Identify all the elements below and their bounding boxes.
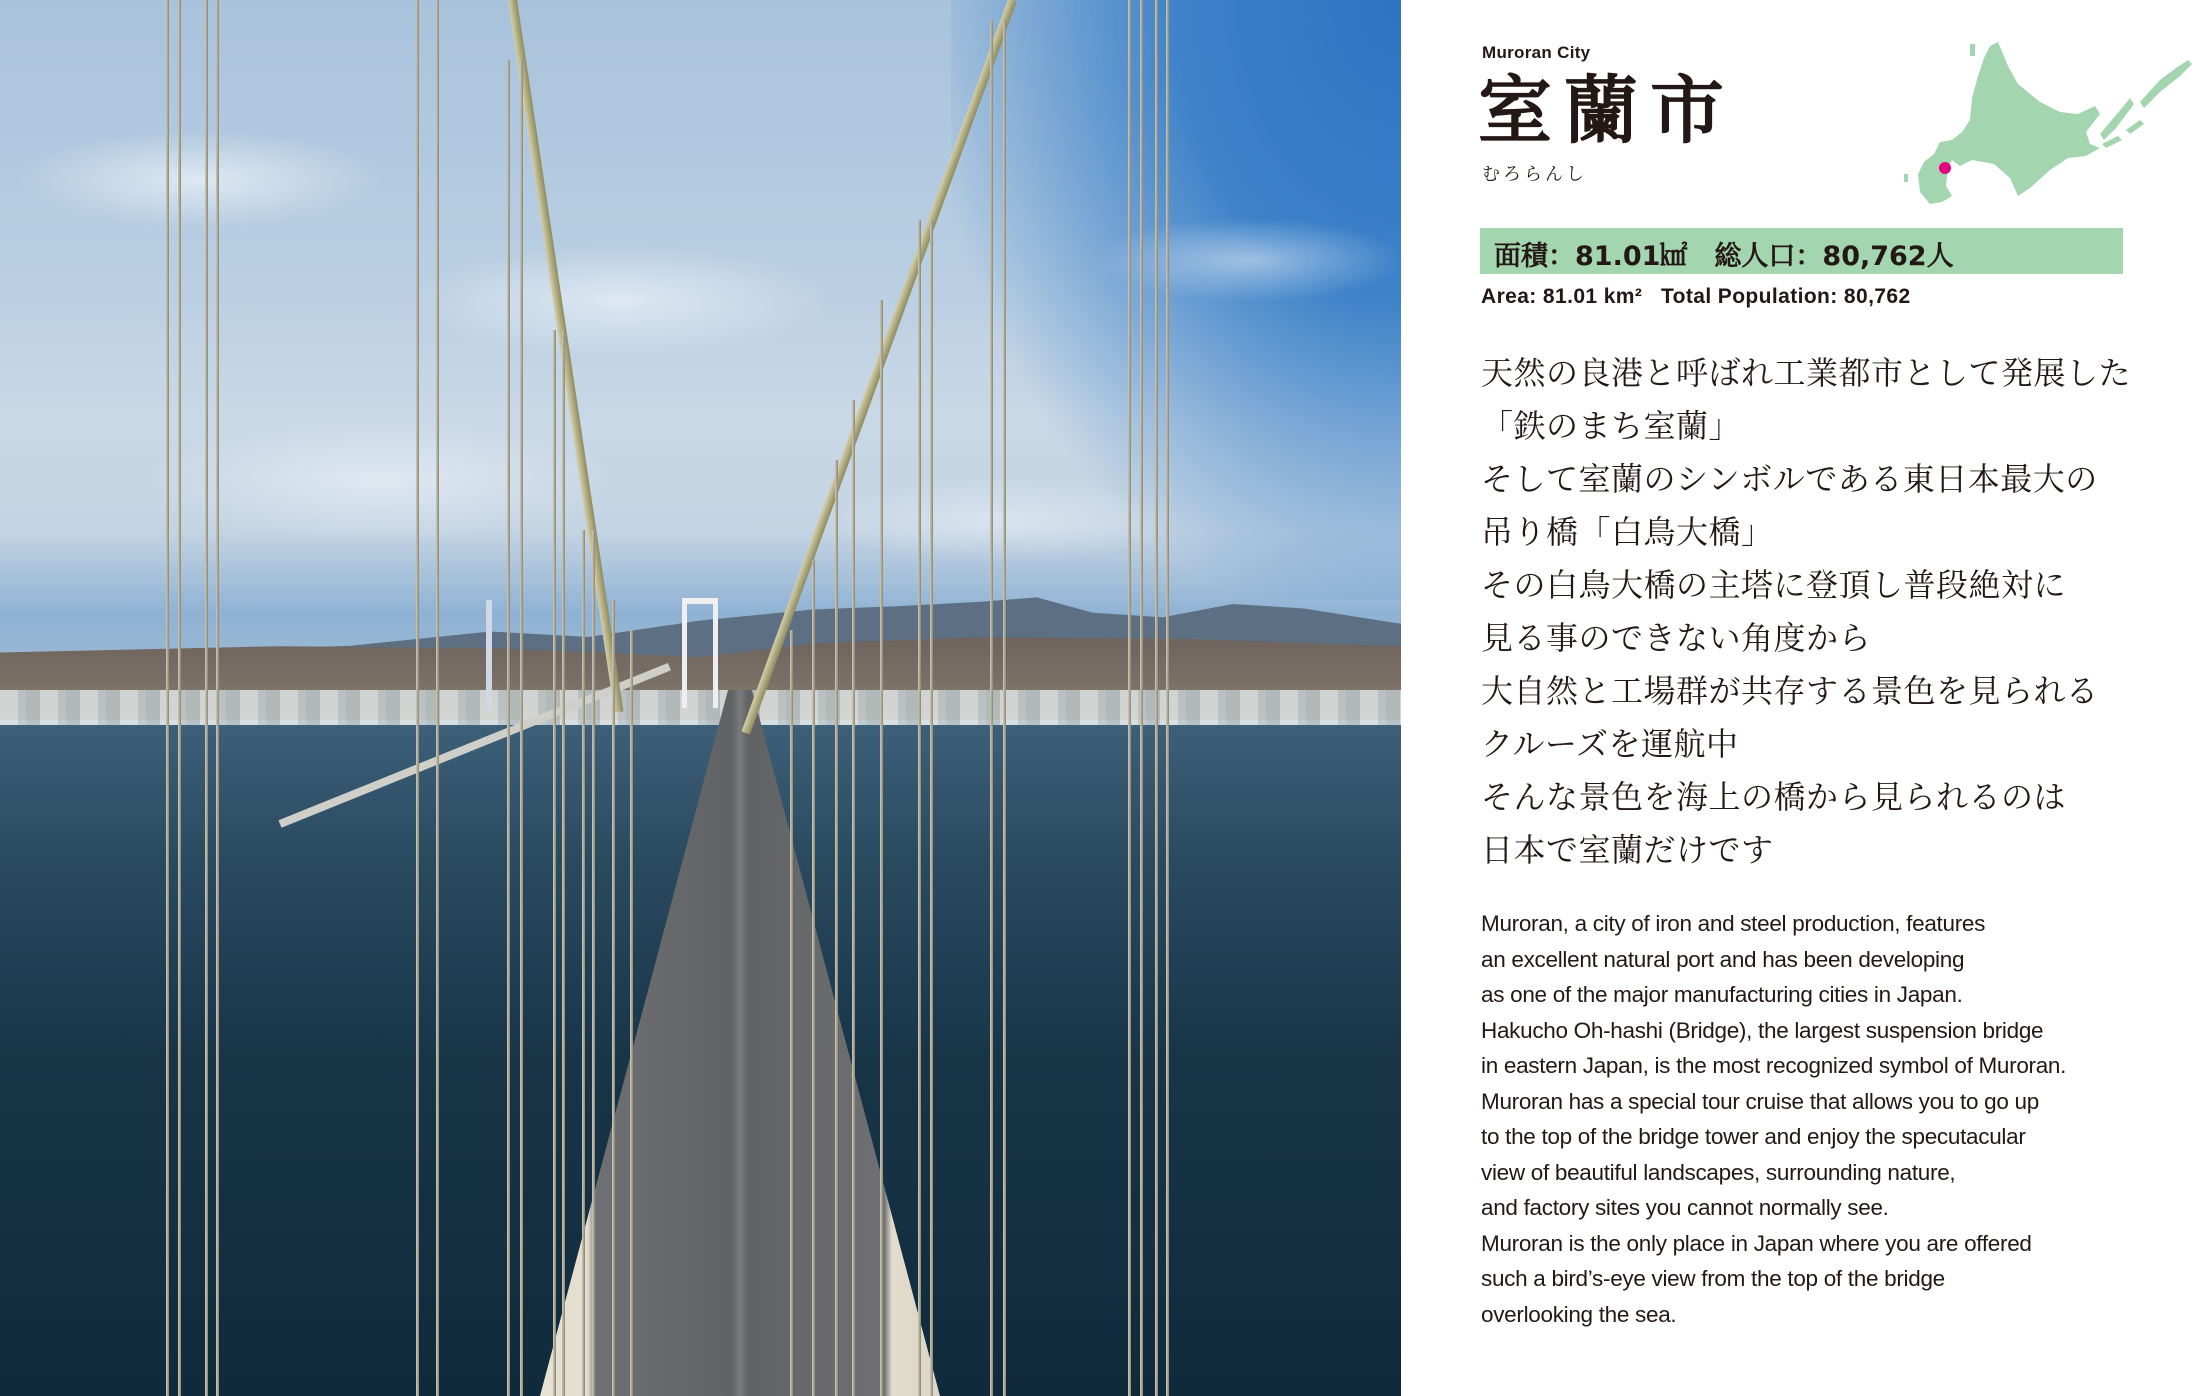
hanger-cable: [216, 0, 219, 1396]
hanger-cable: [930, 220, 933, 1396]
jp-line: そして室蘭のシンボルである東日本最大の: [1481, 460, 2098, 498]
hanger-cable: [612, 600, 615, 1396]
jp-line: クルーズを運航中: [1481, 725, 1739, 763]
hanger-cable: [1140, 0, 1143, 1396]
stats-japanese: 面積：81.01㎢ 総人口：80,762人: [1494, 241, 1954, 272]
en-line: view of beautiful landscapes, surrounding nature,: [1481, 1159, 1956, 1185]
city-name-reading: むろらんし: [1482, 164, 1587, 185]
hokkaido-map-icon: [1890, 36, 2195, 208]
en-line: to the top of the bridge tower and enjoy the specutacular: [1481, 1124, 2026, 1149]
hanger-cable: [436, 0, 439, 1396]
en-line: an excellent natural port and has been developing: [1481, 946, 1965, 972]
en-line: Hakucho Oh-hashi (Bridge), the largest suspension bridge: [1481, 1017, 2044, 1043]
stats-english: Area: 81.01 km² Total Population: 80,762: [1481, 285, 1911, 308]
city-name-kanji: 室蘭市: [1478, 68, 1736, 154]
en-line: overlooking the sea.: [1481, 1301, 1677, 1327]
en-line: such a bird’s-eye view from the top of the bridge: [1481, 1266, 1945, 1291]
en-line: Muroran is the only place in Japan where you are offered: [1481, 1230, 2032, 1256]
hanger-cable: [582, 530, 585, 1396]
jp-line: 吊り橋「白鳥大橋」: [1481, 513, 1774, 551]
hanger-cable: [416, 0, 419, 1396]
hanger-cable: [592, 530, 595, 1396]
en-line: Muroran, a city of iron and steel production, features: [1481, 911, 1986, 936]
en-line: in eastern Japan, is the most recognized symbol of Muroran.: [1481, 1053, 2067, 1078]
hanger-cable: [1166, 0, 1169, 1396]
clouds: [0, 60, 1401, 580]
jp-line: 「鉄のまち室蘭」: [1481, 407, 1742, 445]
hanger-cable: [835, 460, 838, 1396]
hanger-cable: [790, 630, 793, 1396]
en-line: and factory sites you cannot normally see.: [1481, 1195, 1889, 1220]
jp-line: 見る事のできない角度から: [1481, 619, 1872, 657]
muroran-marker-icon: [1939, 162, 1951, 174]
hanger-cable: [812, 560, 815, 1396]
hanger-cable: [553, 330, 556, 1396]
hanger-cable: [205, 0, 208, 1396]
hanger-cable: [1003, 20, 1006, 1396]
jp-line: 天然の良港と呼ばれ工業都市として発展した: [1481, 354, 2132, 392]
hanger-cable: [630, 630, 633, 1396]
hanger-cable: [1155, 0, 1158, 1396]
hanger-cable: [918, 220, 921, 1396]
jp-line: その白鳥大橋の主塔に登頂し普段絶対に: [1481, 566, 2067, 604]
crane-tower: [486, 600, 492, 710]
hanger-cable: [166, 0, 169, 1396]
hanger-cable: [852, 400, 855, 1396]
rebun-island: [1970, 44, 1975, 56]
hanger-cable: [562, 330, 565, 1396]
stats-bar: [1480, 228, 2123, 274]
jp-line: 大自然と工場群が共存する景色を見られる: [1481, 672, 2099, 710]
description-japanese: [1481, 347, 2161, 877]
en-line: as one of the major manufacturing cities in Japan.: [1481, 982, 1963, 1007]
hanger-cable: [990, 20, 993, 1396]
hanger-cable: [178, 0, 181, 1396]
jp-line: そんな景色を海上の橋から見られるのは: [1481, 778, 2067, 816]
hanger-cable: [507, 60, 510, 1396]
distant-bridge-tower: [682, 598, 718, 708]
okushiri-island: [1904, 174, 1908, 182]
jp-line: 日本で室蘭だけです: [1481, 831, 1774, 869]
hanger-cable: [880, 300, 883, 1396]
sakhalin-islands: [2100, 60, 2192, 148]
description-english: [1481, 906, 2161, 1332]
en-line: Muroran has a special tour cruise that allows you to go up: [1481, 1088, 2039, 1114]
city-name-english: Muroran City: [1482, 43, 1591, 62]
hokkaido-landmass: [1918, 42, 2100, 204]
hanger-cable: [520, 60, 523, 1396]
hanger-cable: [1128, 0, 1131, 1396]
